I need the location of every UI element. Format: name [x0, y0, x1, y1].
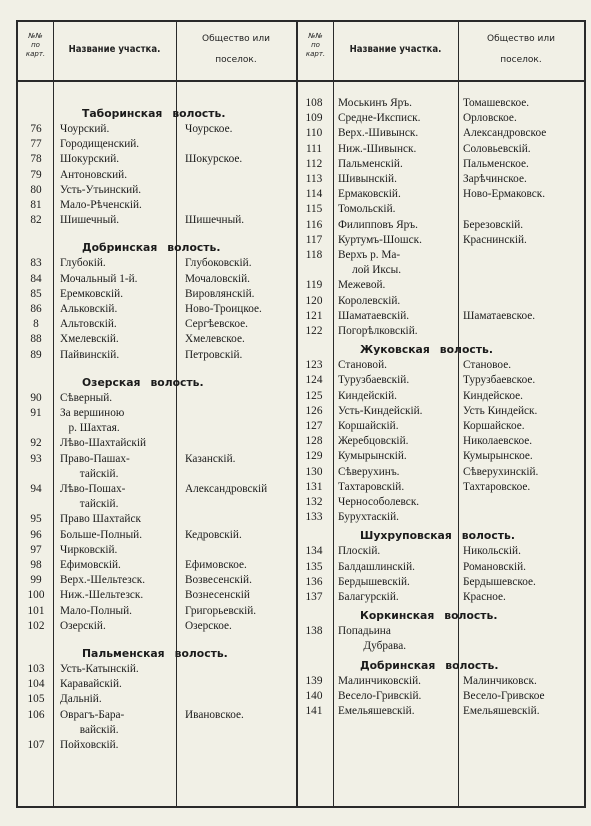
row-number: 81 [30, 199, 42, 211]
row-name: Глубокій. [60, 257, 106, 270]
column-rule [53, 22, 54, 806]
row-number: 95 [30, 513, 42, 526]
header-num-right [298, 32, 333, 59]
row-number: 135 [305, 560, 323, 573]
row-number: 100 [27, 589, 45, 602]
row-society: Коршайское. [463, 420, 525, 432]
row-name: Мало-Полный. [60, 604, 133, 617]
row-name: Усть-Утьинский. [60, 183, 142, 196]
row-number: 127 [305, 420, 323, 432]
row-society: Глубоковскій. [185, 257, 252, 270]
row-name: Хмелевскій. [60, 333, 119, 346]
row-number: 76 [30, 123, 42, 135]
row-name: Верхъ р. Ма- [338, 249, 401, 261]
row-number: 89 [30, 348, 42, 361]
row-society: Мочаловскій. [185, 272, 250, 285]
row-name: вайскій. [60, 723, 119, 736]
row-number: 83 [30, 257, 42, 270]
header-num-label: №№ [308, 32, 323, 40]
document-table [16, 20, 586, 808]
row-number: 138 [305, 625, 323, 638]
volost-name: Жуковская [360, 343, 430, 357]
row-name: Чернособолевск. [338, 496, 420, 508]
row-number: 116 [305, 218, 323, 231]
row-name: Дубрава. [338, 640, 407, 653]
volost-heading [360, 528, 515, 543]
row-name: Ефимовскій. [60, 559, 121, 571]
header-name-left: Название участка. [68, 44, 161, 55]
row-number: 128 [305, 435, 323, 448]
row-name: Сѣверухинъ. [338, 465, 400, 478]
volost-word: волость. [174, 647, 228, 660]
row-name: Плоскій. [338, 545, 381, 558]
row-name: Каравайскій. [60, 678, 122, 691]
row-name: Ниж.-Шельтезск. [60, 589, 144, 602]
row-society: Романовскій. [463, 560, 526, 573]
header-soc-label: Общество или [202, 34, 270, 44]
row-name: За вершиною [60, 407, 125, 419]
row-number: 84 [30, 272, 42, 285]
row-number: 122 [305, 325, 323, 337]
row-name: Попадьина [338, 625, 391, 638]
row-number: 98 [30, 559, 42, 571]
row-society: Турузбаевское. [463, 374, 536, 387]
row-number: 124 [305, 374, 323, 387]
row-name: Балагурскій. [338, 591, 399, 603]
row-society: Александровское [463, 127, 547, 140]
row-number: 118 [305, 249, 323, 261]
row-name: Пальменскій. [338, 157, 403, 170]
row-name: Усть-Киндейскій. [338, 404, 423, 417]
volost-heading [360, 608, 497, 623]
row-number: 133 [305, 511, 323, 524]
row-name: Бурухтаскій. [338, 511, 399, 524]
row-number: 93 [30, 452, 42, 465]
row-number: 139 [305, 674, 323, 687]
row-name: р. Шахтая. [60, 422, 120, 435]
volost-word: волость. [444, 609, 498, 623]
row-number: 94 [30, 483, 42, 495]
row-number: 129 [305, 450, 323, 463]
volost-heading [82, 375, 204, 390]
volost-word: волость. [439, 343, 493, 357]
row-society: Чоурское. [185, 123, 233, 135]
row-name: Жеребцовскій. [338, 435, 409, 448]
row-number: 8 [33, 318, 39, 331]
row-society: Шишечный. [185, 214, 245, 227]
header-soc-label: Общество или [487, 34, 555, 44]
volost-name: Добринская [360, 658, 436, 672]
row-society: Малинчиковск. [463, 674, 537, 687]
volost-heading [360, 658, 498, 673]
row-name: Право Шахтайск [60, 513, 141, 526]
row-name: Филипповъ Яръ. [338, 218, 418, 231]
row-society: Становое. [463, 359, 512, 372]
row-number: 86 [30, 303, 42, 315]
row-name: Право-Пашах- [60, 452, 130, 465]
row-society: Вознесенскій [185, 589, 250, 602]
header-num-label: №№ [28, 32, 43, 40]
row-name: Шивынскій. [338, 173, 397, 185]
row-society: Емельяшевскій. [463, 705, 540, 717]
row-name: Межевой. [338, 279, 386, 292]
volost-name: Таборинская [82, 107, 163, 120]
row-society: Весело-Гривское [463, 689, 545, 702]
row-name: Малинчиковскій. [338, 674, 421, 687]
row-name: Чоурский. [60, 123, 110, 135]
row-name: Киндейскій. [338, 389, 397, 402]
header-num-label2: по [31, 41, 40, 49]
row-name: Погорѣлковскій. [338, 325, 418, 337]
row-number: 126 [305, 404, 323, 417]
row-number: 90 [30, 391, 42, 404]
row-number: 111 [305, 142, 323, 155]
row-number: 115 [305, 203, 323, 216]
row-name: Еремковскій. [60, 287, 124, 300]
row-number: 82 [30, 214, 42, 227]
row-number: 91 [30, 407, 42, 419]
volost-name: Коркинская [360, 609, 435, 623]
row-number: 99 [30, 574, 42, 587]
row-number: 112 [305, 157, 323, 170]
row-number: 132 [305, 496, 323, 508]
row-name: Томольскій. [338, 203, 396, 216]
row-name: Турузбаевскій. [338, 374, 410, 387]
row-number: 77 [30, 138, 42, 151]
row-number: 119 [305, 279, 323, 292]
header-rule [18, 80, 584, 82]
row-name: Лѣво-Шахтайскій [60, 437, 147, 450]
row-name: Лѣво-Пошах- [60, 483, 126, 495]
row-number: 92 [30, 437, 42, 450]
row-name: Больше-Полный. [60, 528, 143, 541]
row-number: 117 [305, 233, 323, 246]
row-name: Становой. [338, 359, 387, 372]
row-society: Ново-Троицкое. [185, 303, 262, 315]
row-number: 109 [305, 112, 323, 125]
row-name: Верх.-Шельтезск. [60, 574, 146, 587]
row-name: Куртумъ-Шошск. [338, 233, 422, 246]
row-society: Хмелевское. [185, 333, 245, 346]
row-name: Городищенский. [60, 138, 140, 151]
volost-word: волость. [150, 375, 204, 389]
header-num-label3: карт. [305, 50, 326, 58]
row-name: Оврагъ-Бара- [60, 708, 125, 721]
header-soc-left [176, 34, 296, 66]
row-number: 114 [305, 188, 323, 201]
row-number: 101 [27, 604, 45, 617]
row-society: Никольскій. [463, 545, 521, 558]
row-number: 110 [305, 127, 323, 140]
row-number: 97 [30, 543, 42, 556]
row-number: 106 [27, 708, 45, 721]
row-society: Возвесенскій. [185, 574, 252, 587]
volost-heading [82, 646, 228, 661]
row-society: Кедровскій. [185, 528, 242, 541]
row-name: Бердышевскій. [338, 575, 410, 588]
row-society: Григорьевскій. [185, 604, 257, 617]
row-number: 134 [305, 545, 323, 558]
row-name: Ермаковскій. [338, 188, 401, 201]
row-name: Дальній. [60, 693, 102, 706]
column-rule [176, 22, 177, 806]
row-number: 120 [305, 294, 323, 307]
row-name: Кумырынскій. [338, 450, 407, 463]
row-number: 130 [305, 465, 323, 478]
row-society: Усть Киндейск. [463, 404, 538, 417]
row-society: Красное. [463, 591, 506, 603]
row-name: Усть-Катынскій. [60, 663, 139, 675]
row-number: 107 [27, 739, 45, 751]
row-number: 105 [27, 693, 45, 706]
volost-name: Пальменская [82, 647, 165, 660]
header-soc-label2: поселок. [215, 55, 257, 65]
row-society: Березовскій. [463, 218, 524, 231]
row-society: Пальменское. [463, 157, 529, 170]
row-number: 140 [305, 689, 323, 702]
row-name: Пайвинскій. [60, 348, 120, 361]
row-number: 113 [305, 173, 323, 185]
row-society: Сергѣевское. [185, 318, 248, 331]
row-number: 88 [30, 333, 42, 346]
row-number: 125 [305, 389, 323, 402]
row-society: Вировлянскій. [185, 287, 255, 300]
row-name: тайскій. [60, 467, 119, 480]
row-name: Моськинъ Яръ. [338, 97, 412, 109]
header-num-label2: по [311, 41, 320, 49]
header-name-right: Название участка. [349, 44, 442, 55]
row-society: Сѣверухинскій. [463, 465, 539, 478]
row-number: 136 [305, 575, 323, 588]
row-name: Шаматаевскій. [338, 309, 410, 322]
row-name: Альковскій. [60, 303, 118, 315]
row-number: 121 [305, 309, 323, 322]
row-society: Тахтаровское. [463, 480, 531, 493]
column-rule [458, 22, 459, 806]
row-name: Емельяшевскій. [338, 705, 415, 717]
volost-heading [82, 106, 225, 121]
row-name: Шокурский. [60, 153, 120, 166]
volost-word: волость. [445, 658, 499, 672]
row-society: Николаевское. [463, 435, 533, 448]
row-number: 131 [305, 480, 323, 493]
row-name: Пойховскій. [60, 739, 119, 751]
row-number: 104 [27, 678, 45, 691]
row-name: Ниж.-Шивынск. [338, 142, 417, 155]
row-society: Петровскій. [185, 348, 243, 361]
row-society: Соловьевскій. [463, 142, 531, 155]
row-number: 96 [30, 528, 42, 541]
row-name: Озерскій. [60, 619, 106, 632]
row-number: 102 [27, 619, 45, 632]
row-number: 85 [30, 287, 42, 300]
row-number: 103 [27, 663, 45, 675]
row-society: Ефимовское. [185, 559, 247, 571]
row-society: Озерское. [185, 619, 232, 632]
header-soc-right [458, 34, 584, 66]
column-rule [333, 22, 334, 806]
row-name: Верх.-Шивынск. [338, 127, 419, 140]
row-name: Балдашлинскій. [338, 560, 415, 573]
row-society: Шаматаевское. [463, 309, 536, 322]
volost-word: волость. [172, 107, 226, 120]
row-name: Тахтаровскій. [338, 480, 405, 493]
row-name: Мало-Рѣченскій. [60, 199, 142, 211]
row-society: Краснинскій. [463, 233, 527, 246]
row-name: лой Иксы. [338, 264, 402, 277]
row-number: 78 [30, 153, 42, 166]
row-society: Бердышевское. [463, 575, 536, 588]
row-name: Мочальный 1-й. [60, 272, 138, 285]
row-name: Альтовскій. [60, 318, 117, 331]
row-name: Средне-Иксписк. [338, 112, 421, 125]
volost-name: Шухруповская [360, 529, 452, 543]
header-num-left [18, 32, 53, 59]
row-name: Весело-Гривскій. [338, 689, 422, 702]
volost-name: Добринская [82, 241, 158, 255]
row-society: Киндейское. [463, 389, 523, 402]
row-number: 123 [305, 359, 323, 372]
row-name: Коршайскій. [338, 420, 399, 432]
header-soc-label2: поселок. [500, 55, 542, 65]
header-num-label3: карт. [25, 50, 46, 58]
row-number: 79 [30, 168, 42, 181]
row-number: 137 [305, 591, 323, 603]
row-number: 141 [305, 705, 323, 717]
volost-word: волость. [461, 529, 515, 543]
row-society: Ивановское. [185, 708, 244, 721]
row-name: тайскій. [60, 498, 119, 511]
volost-heading [82, 240, 220, 255]
row-name: Антоновский. [60, 168, 128, 181]
row-name: Королевскій. [338, 294, 401, 307]
row-society: Казанскій. [185, 452, 236, 465]
row-society: Ново-Ермаковск. [463, 188, 546, 201]
row-number: 108 [305, 97, 323, 109]
row-society: Томашевское. [463, 97, 530, 109]
row-name: Сѣверный. [60, 391, 113, 404]
row-society: Кумырынское. [463, 450, 533, 463]
volost-word: волость. [167, 241, 221, 255]
row-society: Орловское. [463, 112, 517, 125]
row-number: 80 [30, 183, 42, 196]
row-society: Шокурское. [185, 153, 243, 166]
row-society: Зарѣчинское. [463, 173, 527, 185]
row-name: Шишечный. [60, 214, 120, 227]
volost-heading [360, 342, 493, 357]
volost-name: Озерская [82, 375, 141, 389]
row-society: Александровскій [185, 483, 268, 495]
row-name: Чирковскій. [60, 543, 118, 556]
